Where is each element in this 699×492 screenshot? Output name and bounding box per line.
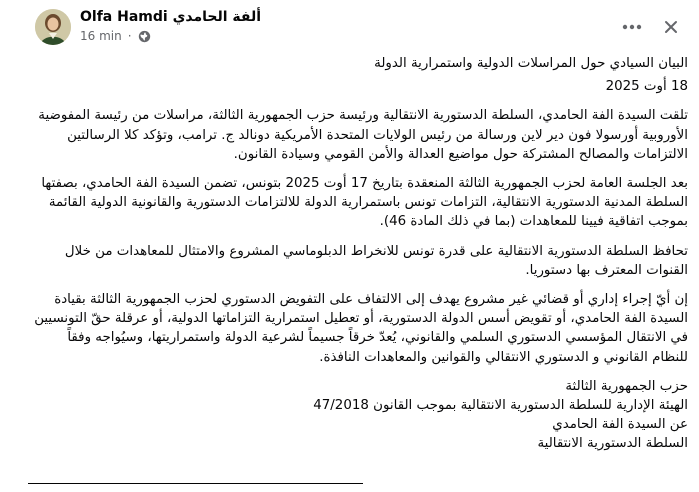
close-icon <box>664 20 678 34</box>
signature-line: عن السيدة الفة الحامدي <box>552 417 688 433</box>
paragraph: بعد الجلسة العامة لحزب الجمهورية الثالثة المنعقدة بتاريخ 17 أوت 2025 بتونس، تضمن السيدة الفة الحامدي، بصفتها السلطة المدنية الدستورية الانتقالية، التزامات تونس باستمرارية الدولة للالتزامات الدستورية والقانونية الدولية القائمة بموجب اتفاقية فيينا للمعاهدات (بما في ذلك المادة 46). <box>41 176 688 230</box>
signature-line: السلطة الدستورية الانتقالية <box>537 436 688 452</box>
post-meta <box>80 29 151 43</box>
statement-date: 18 أوت 2025 <box>605 79 688 95</box>
paragraph: تلقت السيدة الفة الحامدي، السلطة الدستورية الانتقالية ورئيسة حزب الجمهورية الثالثة، مراسلات من رئيسة المفوضية الأوروبية أورسولا فون دير لاين ورسالة من رئيس الولايات المتحدة الأمريكية دونالد ج. ترامب، وتؤكد كلا الرسالتين الالتزامات والمصالح المشتركة حول مواضيع العدالة والأمن القومي وسيادة القانون. <box>38 108 688 162</box>
post-body <box>28 54 688 454</box>
more-options-button[interactable] <box>615 10 649 44</box>
signature-block <box>28 377 688 454</box>
globe-icon <box>138 30 151 43</box>
avatar-photo <box>35 9 71 45</box>
signature-line: الهيئة الإدارية للسلطة الدستورية الانتقالية بموجب القانون 47/2018 <box>313 398 688 414</box>
paragraph: تحافظ السلطة الدستورية الانتقالية على قدرة تونس للانخراط الدبلوماسي المشروع والامتثال للمعاهدات من خلال القنوات المعترف بها دستوريا. <box>64 243 688 278</box>
more-horizontal-icon <box>622 24 642 30</box>
post-time[interactable]: 16 min <box>80 29 122 43</box>
divider-line <box>28 483 363 484</box>
signature-line: حزب الجمهورية الثالثة <box>565 378 688 394</box>
post-header <box>0 0 699 52</box>
statement-title: البيان السيادي حول المراسلات الدولية واستمرارية الدولة <box>374 56 688 71</box>
author-avatar[interactable] <box>35 9 71 45</box>
close-button[interactable] <box>654 10 688 44</box>
meta-separator: · <box>127 29 132 43</box>
paragraph: إن أيّ إجراء إداري أو قضائي غير مشروع يهدف إلى الالتفاف على التفويض الدستوري لحزب الجمهورية الثالثة بقيادة السيدة الفة الحامدي، أو تقويض أسس الدولة الدستورية، أو تعطيل استمرارية التزاماتها الدولية، أو عرقلة حقّ التونسيين في الانتقال المؤسسي الدستوري السلمي والقانوني، يُعدّ خرقاً جسيماً لشرعية الدولة واستمراريتها، وسيُواجه وفقاً للنظام القانوني و الدستوري الانتقالي والقوانين والمعاهدات النافذة. <box>34 292 688 365</box>
author-name[interactable]: Olfa Hamdi ألفة الحامدي <box>80 9 262 25</box>
